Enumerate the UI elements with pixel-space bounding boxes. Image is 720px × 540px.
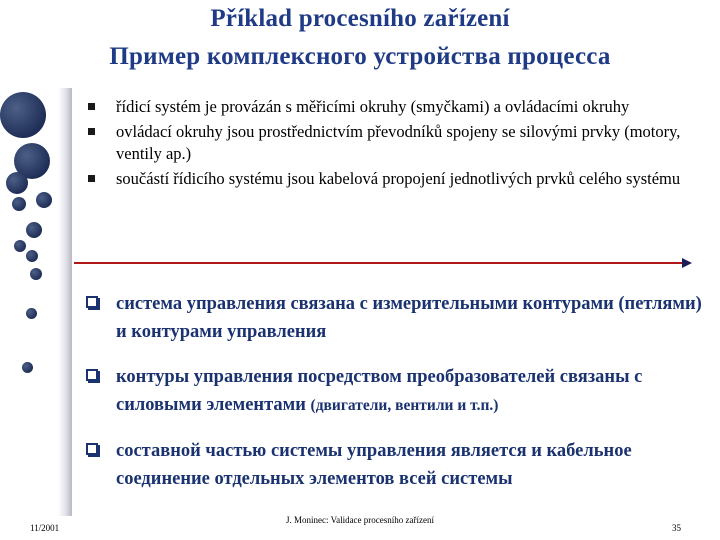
russian-bullet-text: контуры управления посредством преобразователей связаны с силовыми элементами — [116, 367, 643, 415]
czech-bullet-item — [88, 168, 698, 190]
czech-bullet-item — [88, 121, 698, 165]
decorative-dot — [30, 268, 42, 280]
arrow-head-icon — [682, 258, 692, 268]
checkbox-bullet-icon — [86, 443, 98, 455]
title-russian: Пример комплексного устройства процесса — [109, 43, 611, 70]
decorative-dot — [14, 240, 26, 252]
square-bullet-icon — [88, 128, 95, 135]
decorative-dot — [36, 192, 52, 208]
russian-bullet-text: составной частью системы управления является и кабельное соединение отдельных элементов всей системы — [116, 441, 632, 489]
decorative-dot — [26, 250, 38, 262]
footer-date: 11/2001 — [30, 523, 60, 533]
decorative-dot — [6, 172, 28, 194]
decorative-dot — [26, 308, 37, 319]
decorative-dot — [12, 197, 26, 211]
checkbox-bullet-icon — [86, 296, 98, 308]
russian-bullet-item — [86, 290, 706, 346]
footer-author: J. Moninec: Validace procesního zařízení — [285, 515, 435, 525]
czech-bullet-item — [88, 96, 698, 118]
page-number: 35 — [672, 523, 681, 533]
decorative-dot — [0, 92, 46, 138]
checkbox-bullet-icon — [86, 369, 98, 381]
decorative-dot — [22, 362, 33, 373]
czech-bullet-list — [88, 96, 698, 193]
arrow-divider — [74, 262, 684, 264]
russian-bullet-item — [86, 363, 706, 420]
czech-bullet-text: součástí řídicího systému jsou kabelová propojení jednotlivých prvků celého systému — [116, 169, 681, 188]
czech-bullet-text: řídicí systém je provázán s měřicími okruhy (smyčkami) a ovládacími okruhy — [116, 97, 630, 116]
russian-bullet-note: (двигатели, вентили и т.п.) — [310, 397, 499, 414]
square-bullet-icon — [88, 175, 95, 182]
russian-bullet-text: система управления связана с измерительными контурами (петлями) и контурами управления — [116, 294, 702, 342]
title-czech: Příklad procesního zařízení — [210, 5, 510, 32]
square-bullet-icon — [88, 103, 95, 110]
decorative-dot — [26, 222, 42, 238]
russian-bullet-list — [86, 290, 706, 510]
czech-bullet-text: ovládací okruhy jsou prostřednictvím převodníků spojeny se silovými prvky (motory, ventily ap.) — [116, 122, 681, 163]
russian-bullet-item — [86, 437, 706, 493]
decorative-band — [58, 88, 72, 516]
